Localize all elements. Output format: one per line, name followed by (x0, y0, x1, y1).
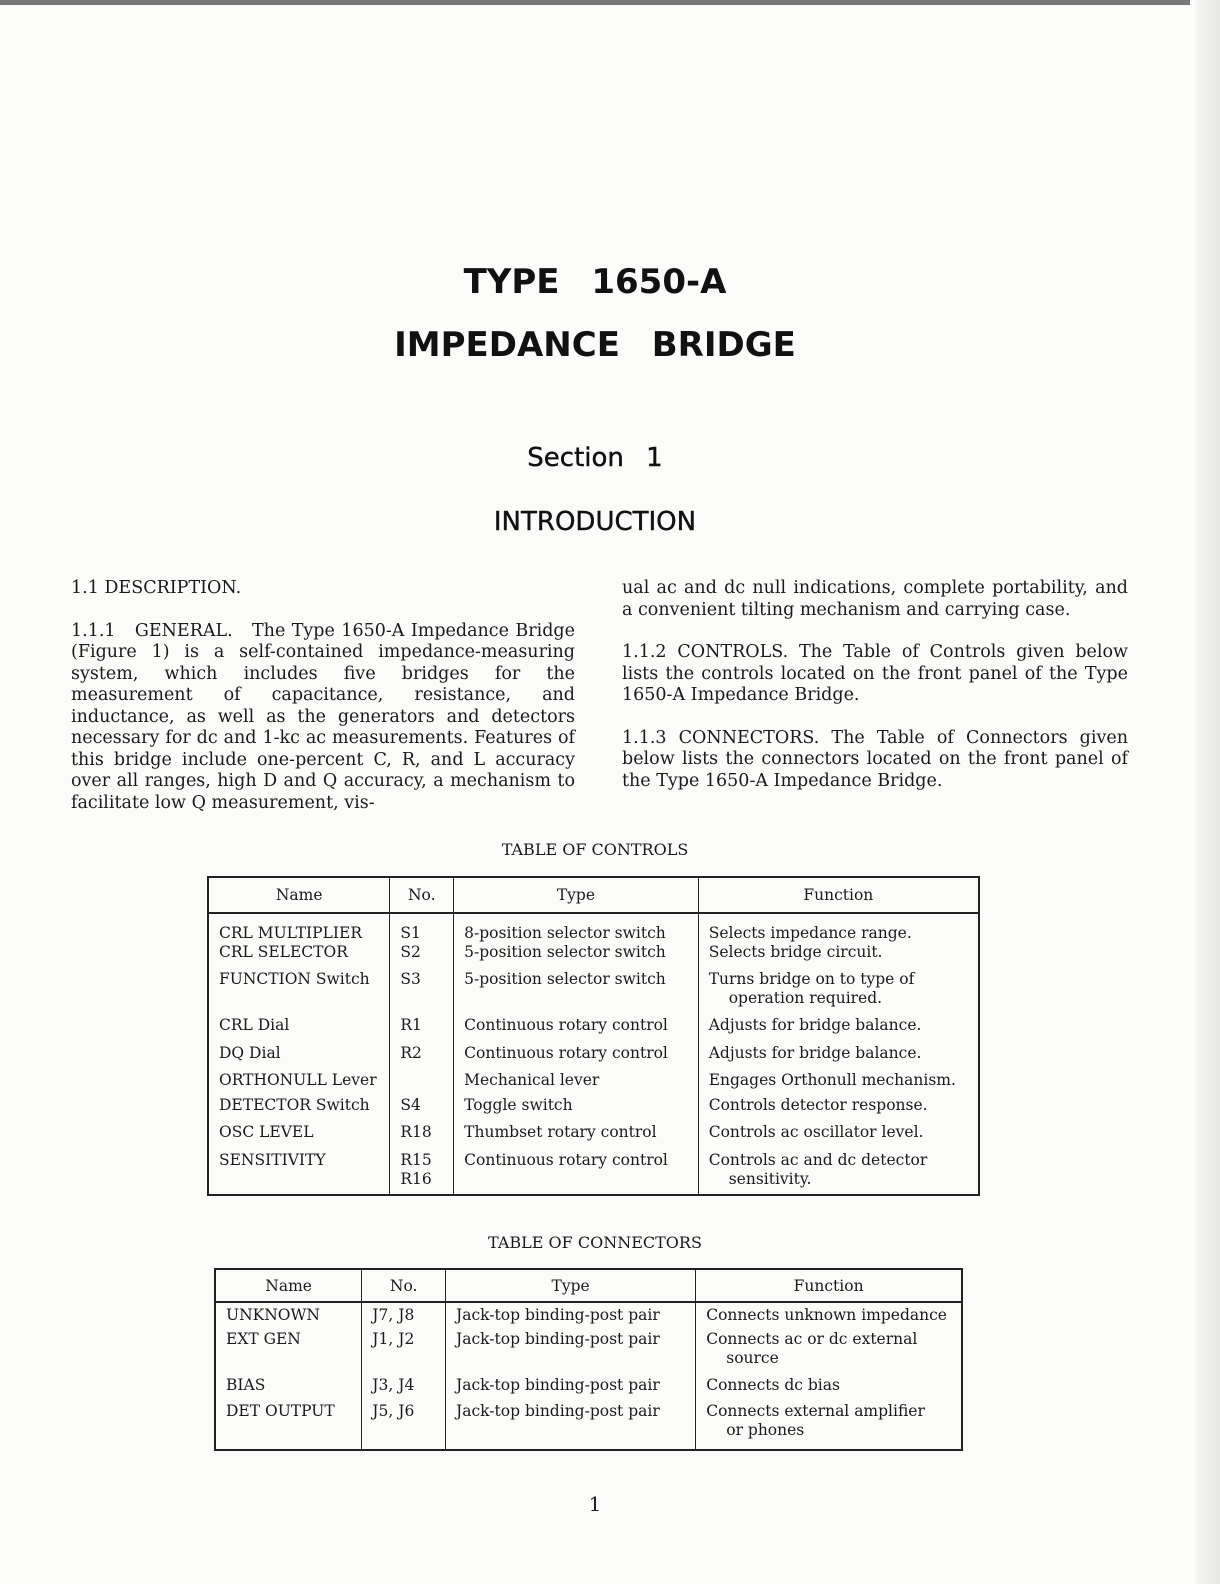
control-type: Continuous rotary control (454, 1016, 699, 1044)
control-type: Thumbset rotary control (454, 1123, 699, 1151)
control-name: CRL Dial (219, 1016, 290, 1034)
control-type: 8-position selector switch (454, 913, 699, 943)
control-number: S4 (390, 1096, 454, 1123)
connector-function (696, 1402, 962, 1450)
control-number: S3 (390, 970, 454, 1016)
connector-type: Jack-top binding-post pair (446, 1330, 696, 1376)
control-type: 5-position selector switch (454, 970, 699, 1016)
connector-name: EXT GEN (226, 1330, 301, 1348)
control-number: S1 (390, 913, 454, 943)
para-general-part2: ual ac and dc null indications, complete portability, and a convenient tilting mechanism and carrying case. (622, 578, 1128, 620)
para-controls: 1.1.2 CONTROLS. The Table of Controls given below lists the controls located on the front panel of the Type 1650-A Impedance Bridge. (622, 642, 1128, 705)
table-header-row (208, 877, 979, 913)
function-line: Connects external amplifier (706, 1402, 925, 1420)
doc-title-line1: TYPE 1650-A (463, 262, 727, 302)
function-line-continued: operation required. (728, 989, 883, 1007)
table-row (208, 1071, 979, 1096)
connector-function: Connects unknown impedance (696, 1302, 962, 1330)
control-name: FUNCTION Switch (219, 970, 370, 988)
table-row (208, 1016, 979, 1044)
section-name: INTRODUCTION (493, 507, 697, 537)
function-line: Connects ac or dc external (706, 1330, 918, 1348)
column-header: Function (698, 877, 979, 913)
table-header-row (215, 1269, 962, 1302)
function-line: Turns bridge on to type of (708, 970, 915, 988)
page-number: 1 (588, 1492, 602, 1516)
column-header: Name (208, 877, 390, 913)
function-line-continued: sensitivity. (728, 1170, 812, 1188)
control-function: Engages Orthonull mechanism. (698, 1071, 979, 1096)
control-name: CRL MULTIPLIER (219, 924, 363, 942)
control-name: OSC LEVEL (219, 1123, 314, 1141)
connector-type: Jack-top binding-post pair (446, 1376, 696, 1402)
control-type: Continuous rotary control (454, 1044, 699, 1071)
connectors-table-caption: TABLE OF CONNECTORS (488, 1233, 702, 1252)
connector-type: Jack-top binding-post pair (446, 1402, 696, 1450)
para-connectors: 1.1.3 CONNECTORS. The Table of Connectors given below lists the connectors located on the front panel of the Type 1650-A Impedance Bridge. (622, 727, 1128, 791)
table-row (208, 1044, 979, 1071)
control-name: DETECTOR Switch (219, 1096, 370, 1114)
table-row (215, 1402, 962, 1450)
connector-number: J1, J2 (362, 1330, 446, 1376)
table-row (215, 1376, 962, 1402)
heading-description: 1.1 DESCRIPTION. (71, 578, 242, 598)
text-column-left (71, 578, 575, 814)
connector-name: BIAS (226, 1376, 266, 1394)
control-function (698, 1151, 979, 1195)
control-function (698, 970, 979, 1016)
doc-title-line2: IMPEDANCE BRIDGE (394, 325, 796, 365)
control-number (390, 1151, 454, 1195)
page-right-edge (1196, 0, 1220, 1584)
control-name: DQ Dial (219, 1044, 281, 1062)
control-type: Toggle switch (454, 1096, 699, 1123)
column-header: Function (696, 1269, 962, 1302)
column-header: No. (362, 1269, 446, 1302)
table-row (208, 1151, 979, 1195)
connector-number: J5, J6 (362, 1402, 446, 1450)
function-line-continued: source (726, 1349, 779, 1367)
control-type: Mechanical lever (454, 1071, 699, 1096)
column-header: No. (390, 877, 454, 913)
table-row (208, 913, 979, 943)
control-name: CRL SELECTOR (219, 943, 348, 961)
table-row (208, 970, 979, 1016)
control-function: Selects impedance range. (698, 913, 979, 943)
column-header: Type (454, 877, 699, 913)
number-line: R15 (400, 1151, 432, 1169)
control-number: R1 (390, 1016, 454, 1044)
control-number: S2 (390, 943, 454, 970)
connector-number: J3, J4 (362, 1376, 446, 1402)
control-name: ORTHONULL Lever (219, 1071, 377, 1089)
section-label: Section 1 (527, 443, 663, 473)
control-function: Adjusts for bridge balance. (698, 1016, 979, 1044)
text-column-right (622, 578, 1128, 792)
connector-number: J7, J8 (362, 1302, 446, 1330)
table-row (208, 1123, 979, 1151)
para-general-part1: 1.1.1 GENERAL. The Type 1650-A Impedance Bridge (Figure 1) is a self-contained impedance-measuring system, which includes five bridges for the measurement of capacitance, resistance, and inductance, as well as the generators and detectors necessary for dc and 1-kc ac measurements. Features of this bridge include one-percent C, R, and L accuracy over all ranges, high D and Q accuracy, a mechanism to facilitate low Q measurement, vis- (71, 620, 575, 813)
connector-function: Connects dc bias (696, 1376, 962, 1402)
function-line-continued: or phones (726, 1421, 805, 1439)
connector-type: Jack-top binding-post pair (446, 1302, 696, 1330)
control-type: 5-position selector switch (454, 943, 699, 970)
control-number: R18 (390, 1123, 454, 1151)
number-line-continued: R16 (400, 1170, 432, 1188)
control-name: SENSITIVITY (219, 1151, 326, 1169)
column-header: Name (215, 1269, 362, 1302)
control-function: Selects bridge circuit. (698, 943, 979, 970)
connector-function (696, 1330, 962, 1376)
page-top-edge (0, 0, 1190, 5)
controls-table (207, 876, 980, 1196)
control-function: Adjusts for bridge balance. (698, 1044, 979, 1071)
connector-name: DET OUTPUT (226, 1402, 335, 1420)
table-row (215, 1302, 962, 1330)
table-row (208, 1096, 979, 1123)
function-line: Controls ac and dc detector (708, 1151, 928, 1169)
table-row (215, 1330, 962, 1376)
connector-name: UNKNOWN (226, 1306, 320, 1324)
control-number (390, 1071, 454, 1096)
controls-table-caption: TABLE OF CONTROLS (501, 840, 689, 859)
column-header: Type (446, 1269, 696, 1302)
control-function: Controls ac oscillator level. (698, 1123, 979, 1151)
connectors-table (214, 1268, 963, 1451)
table-row (208, 943, 979, 970)
control-number: R2 (390, 1044, 454, 1071)
control-type: Continuous rotary control (454, 1151, 699, 1195)
control-function: Controls detector response. (698, 1096, 979, 1123)
